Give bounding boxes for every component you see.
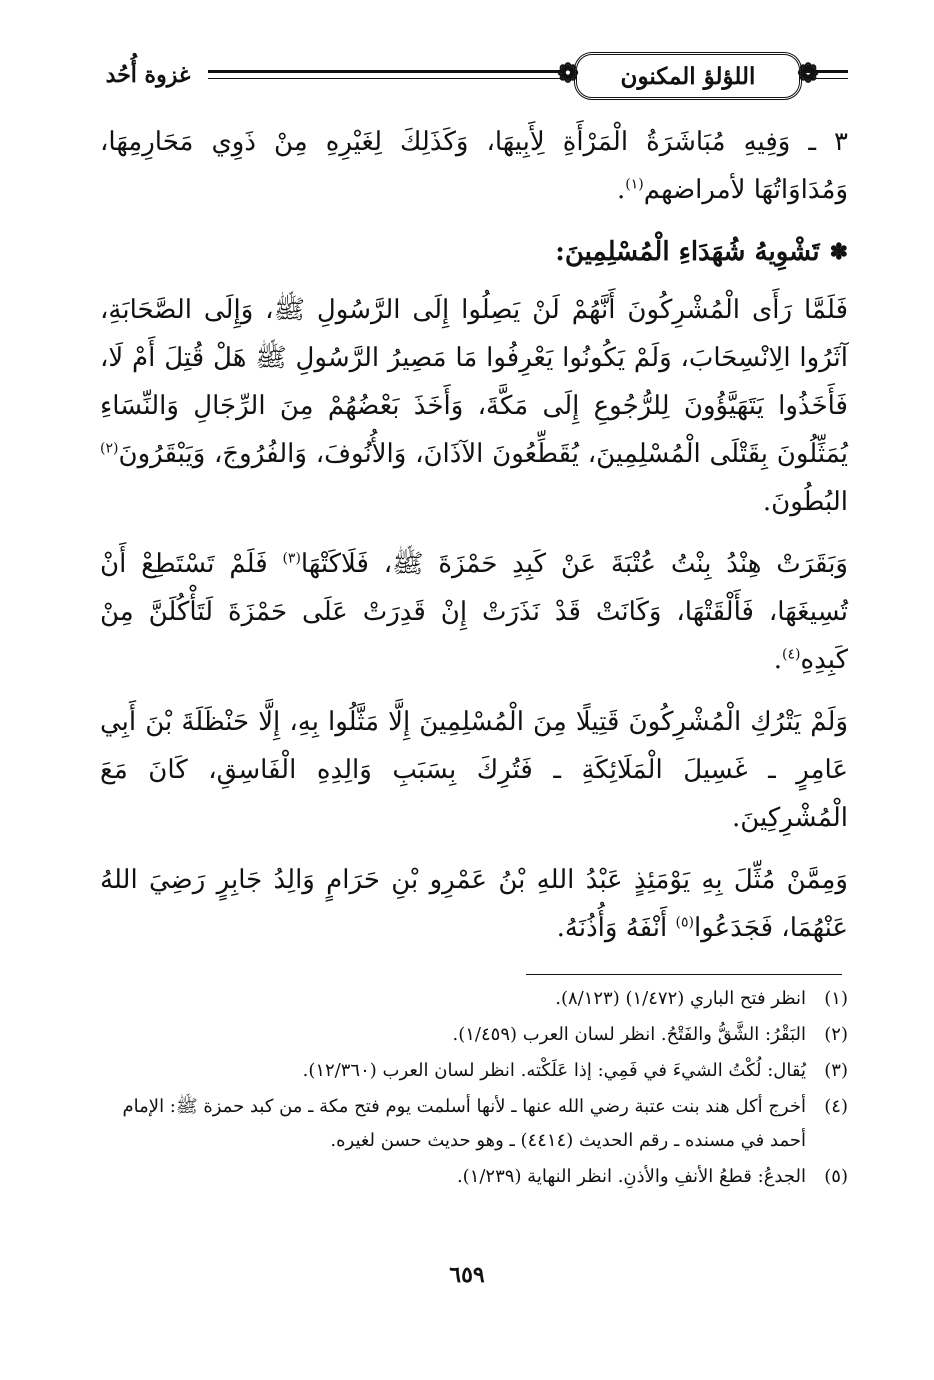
footnote-number: (٣) (824, 1060, 848, 1081)
paragraph-text: البُطُونَ. (762, 487, 848, 517)
page-number: ٦٥٩ (449, 1262, 485, 1288)
footnote-number: (٤) (824, 1096, 848, 1117)
footnote (100, 1090, 848, 1158)
paragraph-text: وَمِمَّنْ مُثِّلَ بِهِ يَوْمَئِذٍ عَبْدُ اللهِ بْنُ عَمْرِو بْنِ حَرَامٍ وَالِدُ جَابِرٍ رَضِيَ اللهُ عَنْهُمَا، فَجَدَعُوا (100, 865, 848, 943)
paragraph-text: . (773, 645, 783, 675)
book-title: اللؤلؤ المكنون (620, 62, 756, 90)
paragraph (100, 698, 848, 842)
paragraph-text: وَلَمْ يَتْرُكِ الْمُشْرِكُونَ قَتِيلًا مِنَ الْمُسْلِمِينَ إِلَّا مَثَّلُوا بِهِ، إِلَّا حَنْظَلَةَ بْنَ أَبِي عَامِرٍ ـ غَسِيلَ الْمَلَائِكَةِ ـ فَتُرِكَ بِسَبَبِ وَالِدِهِ الْفَاسِقِ، كَانَ مَعَ الْمُشْرِكِينَ. (100, 707, 848, 833)
footnote (100, 1160, 848, 1194)
header-rule-left (208, 70, 563, 79)
paragraph-text: وَبَقَرَتْ هِنْدُ بِنْتُ عُتْبَةَ عَنْ كَبِدِ حَمْزَةَ ﷺ، فَلَاكَتْهَا (300, 549, 848, 579)
footnote-text: البَقْرُ: الشَّقُّ والفَتْحُ. انظر لسان العرب (١/٤٥٩). (452, 1024, 806, 1045)
footnote-text: انظر فتح الباري (١/٤٧٢) (٨/١٢٣). (555, 988, 806, 1009)
footnote-number: (٥) (824, 1166, 848, 1187)
footnote (100, 1018, 848, 1052)
footnote-ref[interactable]: (١) (625, 176, 644, 193)
footnote (100, 982, 848, 1016)
ornament-icon: ❁ (557, 59, 579, 89)
paragraph (100, 856, 848, 952)
ornament-icon: ❁ (797, 59, 819, 89)
footnote-ref[interactable]: (٣) (282, 550, 301, 567)
footnote-text: الجدعُ: قطعُ الأنفِ والأذنِ. انظر النهاية (١/٢٣٩). (456, 1166, 806, 1187)
running-header (96, 48, 848, 104)
paragraph-text: فَلَمَّا رَأَى الْمُشْرِكُونَ أَنَّهُمْ لَنْ يَصِلُوا إِلَى الرَّسُولِ ﷺ، وَإِلَى الصَّحَابَةِ، آثَرُوا الِانْسِحَابَ، وَلَمْ يَكُونُوا يَعْرِفُوا مَا مَصِيرُ الرَّسُولِ ﷺ هَلْ قُتِلَ أَمْ لَا، فَأَخَذُوا يَتَهَيَّؤُونَ لِلرُّجُوعِ إِلَى مَكَّةَ، وَأَخَذَ بَعْضُهُمْ مِنَ الرِّجَالِ وَالنِّسَاءِ يُمَثِّلُونَ بِقَتْلَى الْمُسْلِمِينَ، يُقَطِّعُونَ الآذَانَ، وَالأُنُوفَ، وَالفُرُوجَ، وَيَبْقَرُونَ (100, 295, 848, 469)
footnote-text: يُقال: لُكْتُ الشيءَ في فَمِي: إذا عَلَكْته. انظر لسان العرب (١٢/٣٦٠). (302, 1060, 806, 1081)
chapter-title: غزوة أُحُد (105, 62, 191, 88)
paragraph-text: أَنْفَهُ وَأُذُنَهُ. (556, 913, 676, 943)
paragraph (100, 286, 848, 526)
section-heading (100, 228, 848, 276)
footnote-ref[interactable]: (٢) (100, 440, 119, 457)
paragraph (100, 540, 848, 684)
footnote-separator (526, 974, 842, 975)
footnotes (100, 982, 848, 1196)
main-text (100, 118, 848, 966)
book-title-frame (557, 52, 819, 100)
footnote-number: (٢) (824, 1024, 848, 1045)
section-heading-text: تَشْوِيهُ شُهَدَاءِ الْمُسْلِمِينَ: (555, 237, 820, 267)
footnote (100, 1054, 848, 1088)
footnote-ref[interactable]: (٥) (675, 914, 695, 931)
paragraph-text: فَلَمْ تَسْتَطِعْ أَنْ تُسِيغَهَا، فَأَلْقَتْهَا، وَكَانَتْ قَدْ نَذَرَتْ إِنْ قَدِرَتْ عَلَى حَمْزَةَ لَتَأْكُلَنَّ مِنْ كَبِدِهِ (100, 549, 848, 675)
paragraph (100, 118, 848, 214)
footnote-number: (١) (824, 988, 848, 1009)
footnote-ref[interactable]: (٤) (782, 646, 801, 663)
paragraph-text: . (617, 175, 626, 205)
flower-icon: ✽ (829, 239, 848, 265)
footnote-text: أخرج أكل هند بنت عتبة رضي الله عنها ـ لأنها أسلمت يوم فتح مكة ـ من كبد حمزة ﷺ: الإمام أحمد في مسنده ـ رقم الحديث (٤٤١٤) ـ وهو حديث حسن لغيره. (122, 1096, 806, 1151)
paragraph-text: ٣ ـ وَفِيهِ مُبَاشَرَةُ الْمَرْأَةِ لِأَبِيهَا، وَكَذَلِكَ لِغَيْرِهِ مِنْ ذَوِي مَحَارِمِهَا، وَمُدَاوَاتُهَا لأمراضهم (100, 127, 848, 205)
